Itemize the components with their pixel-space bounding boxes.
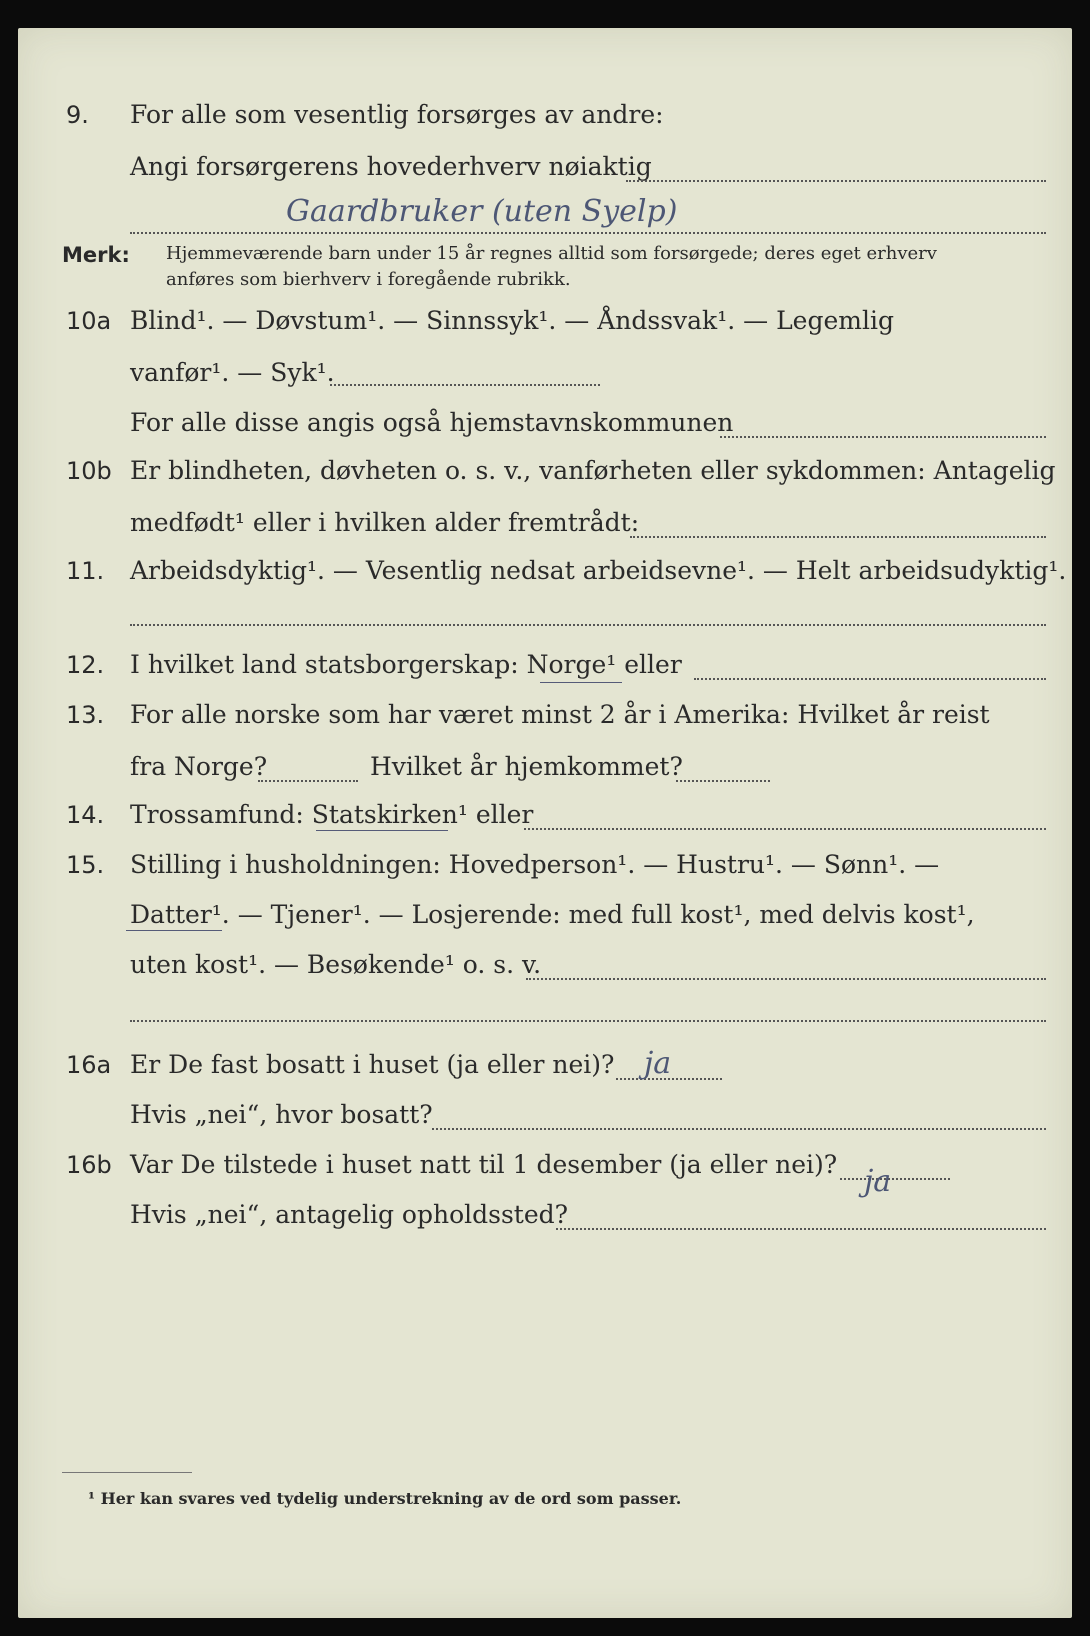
item-15-number: 15.: [66, 851, 105, 879]
item-15-line-3: uten kost¹. — Besøkende¹ o. s. v.: [130, 950, 542, 979]
item-16b-blank-2[interactable]: [556, 1228, 1046, 1230]
item-16b-number: 16b: [66, 1151, 112, 1179]
form-page: [18, 28, 1072, 1618]
item-9-line-1: For alle som vesentlig forsørges av andre:: [130, 100, 664, 129]
merk-note-line-2: anføres som bierhverv i foregående rubrikk.: [166, 269, 571, 290]
item-16a-number: 16a: [66, 1051, 112, 1079]
item-9-blank-1[interactable]: [626, 180, 1046, 182]
item-16a-line-1: Er De fast bosatt i huset (ja eller nei)?: [130, 1050, 615, 1079]
item-16a-line-2: Hvis „nei“, hvor bosatt?: [130, 1100, 433, 1129]
item-13-line-1: For alle norske som har været minst 2 år i Amerika: Hvilket år reist: [130, 700, 990, 729]
item-13-blank-1[interactable]: [258, 780, 358, 782]
item-14-blank[interactable]: [524, 828, 1046, 830]
item-15-line-1: Stilling i husholdningen: Hovedperson¹. — Hustru¹. — Sønn¹. —: [130, 850, 940, 879]
footnote-rule: [62, 1472, 192, 1473]
item-15-line-2: Datter¹. — Tjener¹. — Losjerende: med full kost¹, med delvis kost¹,: [130, 900, 975, 929]
item-10a-line-1: Blind¹. — Døvstum¹. — Sinnssyk¹. — Åndssvak¹. — Legemlig: [130, 306, 894, 335]
item-10b-line-1: Er blindheten, døvheten o. s. v., vanførheten eller sykdommen: Antagelig: [130, 456, 1056, 485]
item-10b-blank[interactable]: [630, 536, 1046, 538]
item-13-line-2b: Hvilket år hjemkommet?: [370, 752, 683, 781]
item-16b-line-2: Hvis „nei“, antagelig opholdssted?: [130, 1200, 569, 1229]
item-15-blank-1[interactable]: [526, 978, 1046, 980]
item-12-underline-norge: [540, 682, 622, 683]
item-10b-line-2: medfødt¹ eller i hvilken alder fremtrådt:: [130, 508, 640, 537]
item-11-line-1: Arbeidsdyktig¹. — Vesentlig nedsat arbeidsevne¹. — Helt arbeidsudyktig¹.: [130, 556, 1067, 585]
item-16b-blank-1[interactable]: [840, 1178, 950, 1180]
item-11-blank[interactable]: [130, 624, 1046, 626]
item-10a-line-2: vanfør¹. — Syk¹.: [130, 358, 335, 387]
item-10a-number: 10a: [66, 307, 112, 335]
item-9-number: 9.: [66, 101, 89, 129]
item-14-underline-statskirken: [316, 830, 448, 831]
item-9-handwritten-answer: Gaardbruker (uten Syelp): [286, 194, 678, 229]
item-13-blank-2[interactable]: [676, 780, 770, 782]
item-10a-blank-2[interactable]: [720, 436, 1046, 438]
item-12-blank[interactable]: [694, 678, 1046, 680]
merk-label: Merk:: [62, 243, 130, 267]
item-15-blank-2[interactable]: [130, 1020, 1046, 1022]
footnote: ¹ Her kan svares ved tydelig understrekning av de ord som passer.: [88, 1489, 682, 1508]
item-14-number: 14.: [66, 801, 105, 829]
item-10a-blank-1[interactable]: [330, 384, 600, 386]
item-11-number: 11.: [66, 557, 105, 585]
item-9-blank-2[interactable]: [130, 232, 1046, 234]
item-16b-line-1: Var De tilstede i huset natt til 1 desember (ja eller nei)?: [130, 1150, 838, 1179]
item-14-line-1: Trossamfund: Statskirken¹ eller: [130, 800, 534, 829]
item-13-line-2a: fra Norge?: [130, 752, 268, 781]
item-13-number: 13.: [66, 701, 105, 729]
item-10b-number: 10b: [66, 457, 112, 485]
item-9-line-2: Angi forsørgerens hovederhverv nøiaktig: [130, 152, 652, 181]
item-10a-line-3: For alle disse angis også hjemstavnskommunen: [130, 408, 734, 437]
item-12-number: 12.: [66, 651, 105, 679]
item-16a-blank-2[interactable]: [432, 1128, 1046, 1130]
merk-note-line-1: Hjemmeværende barn under 15 år regnes alltid som forsørgede; deres eget erhverv: [166, 243, 937, 264]
item-16b-handwritten-answer: ja: [864, 1164, 892, 1199]
item-15-underline-datter: [126, 930, 222, 931]
item-16a-handwritten-answer: ja: [644, 1046, 672, 1081]
item-12-line-1: I hvilket land statsborgerskap: Norge¹ eller: [130, 650, 682, 679]
